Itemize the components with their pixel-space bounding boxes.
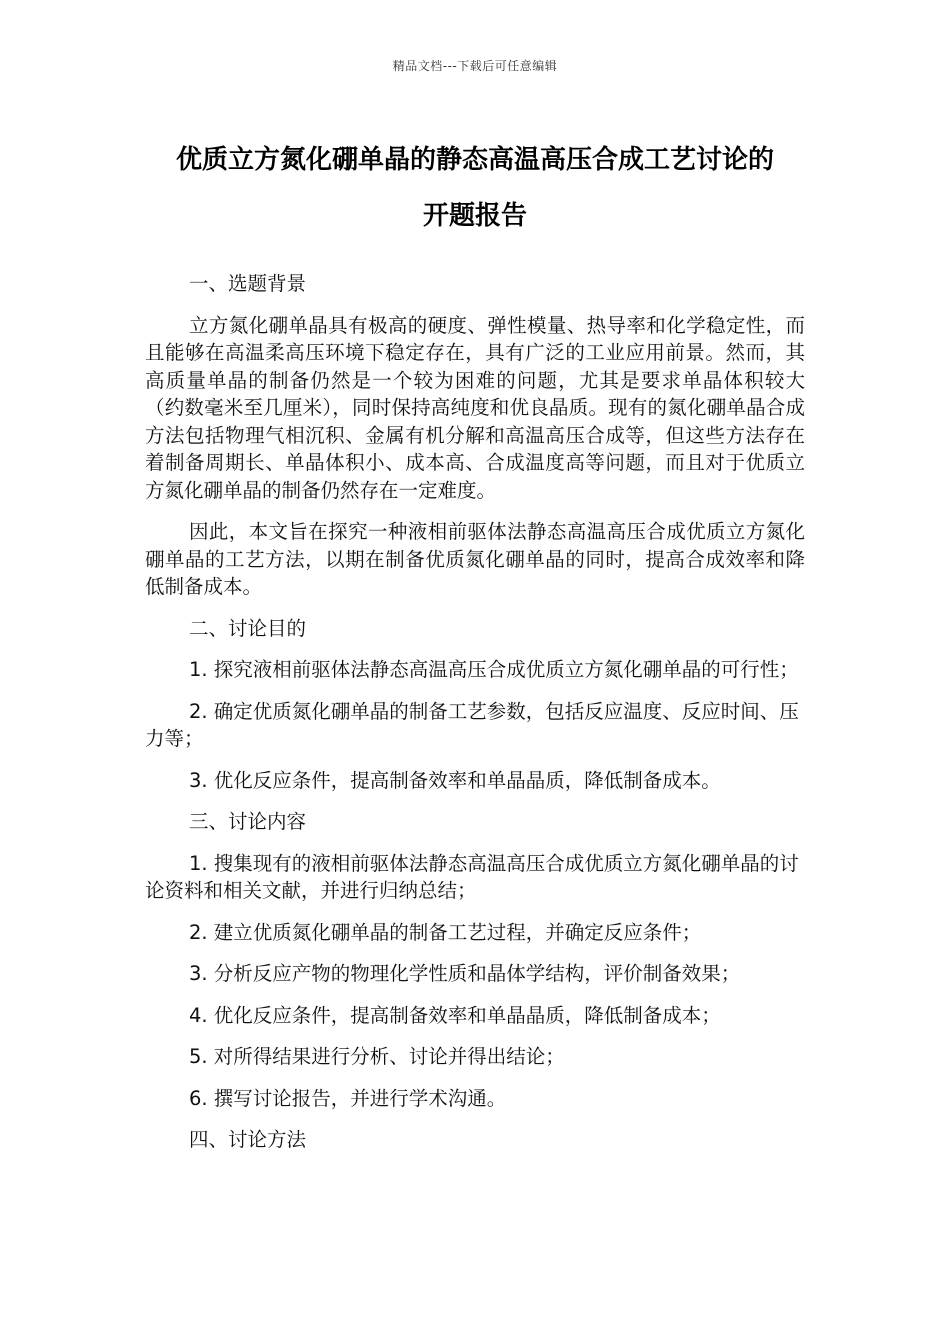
document-title <box>120 132 830 244</box>
section-heading-background: 一、选题背景 <box>189 272 307 295</box>
paragraph-background-1: 立方氮化硼单晶具有极高的硬度、弹性模量、热导率和化学稳定性，而且能够在高温柔高压环境下稳定存在，具有广泛的工业应用前景。然而，其高质量单晶的制备仍然是一个较为困难的问题，尤其是要求单晶体积较大（约数毫米至几厘米），同时保持高纯度和优良晶质。现有的氮化硼单晶合成方法包括物理气相沉积、金属有机分解和高温高压合成等，但这些方法存在着制备周期长、单晶体积小、成本高、合成温度高等问题，而且对于优质立方氮化硼单晶的制备仍然存在一定难度。 <box>145 313 805 502</box>
purpose-item-3: 3. 优化反应条件，提高制备效率和单晶晶质，降低制备成本。 <box>189 768 721 792</box>
title-line-1: 优质立方氮化硼单晶的静态高温高压合成工艺讨论的 <box>175 145 774 175</box>
content-item-3: 3. 分析反应产物的物理化学性质和晶体学结构，评价制备效果； <box>189 962 741 985</box>
header-note: 精品文档---下载后可任意编辑 <box>392 59 558 73</box>
content-item-5: 5. 对所得结果进行分析、讨论并得出结论； <box>189 1045 565 1068</box>
section-heading-content: 三、讨论内容 <box>189 810 307 833</box>
document-body <box>145 270 805 1168</box>
section-heading-purpose: 二、讨论目的 <box>189 616 307 640</box>
content-item-4: 4. 优化反应条件，提高制备效率和单晶晶质，降低制备成本； <box>189 1003 721 1027</box>
title-line-2: 开题报告 <box>422 201 527 231</box>
section-heading-method: 四、讨论方法 <box>189 1128 307 1151</box>
purpose-item-1: 1. 探究液相前驱体法静态高温高压合成优质立方氮化硼单晶的可行性； <box>189 658 799 681</box>
paragraph-background-2: 因此，本文旨在探究一种液相前驱体法静态高温高压合成优质立方氮化硼单晶的工艺方法，以期在制备优质氮化硼单晶的同时，提高合成效率和降低制备成本。 <box>145 520 805 598</box>
content-item-6: 6. 撰写讨论报告，并进行学术沟通。 <box>189 1086 507 1110</box>
content-item-1: 1. 搜集现有的液相前驱体法静态高温高压合成优质立方氮化硼单晶的讨论资料和相关文献，并进行归纳总结； <box>145 851 799 902</box>
purpose-item-2: 2. 确定优质氮化硼单晶的制备工艺参数，包括反应温度、反应时间、压力等； <box>145 699 799 750</box>
content-item-2: 2. 建立优质氮化硼单晶的制备工艺过程，并确定反应条件； <box>189 920 702 944</box>
